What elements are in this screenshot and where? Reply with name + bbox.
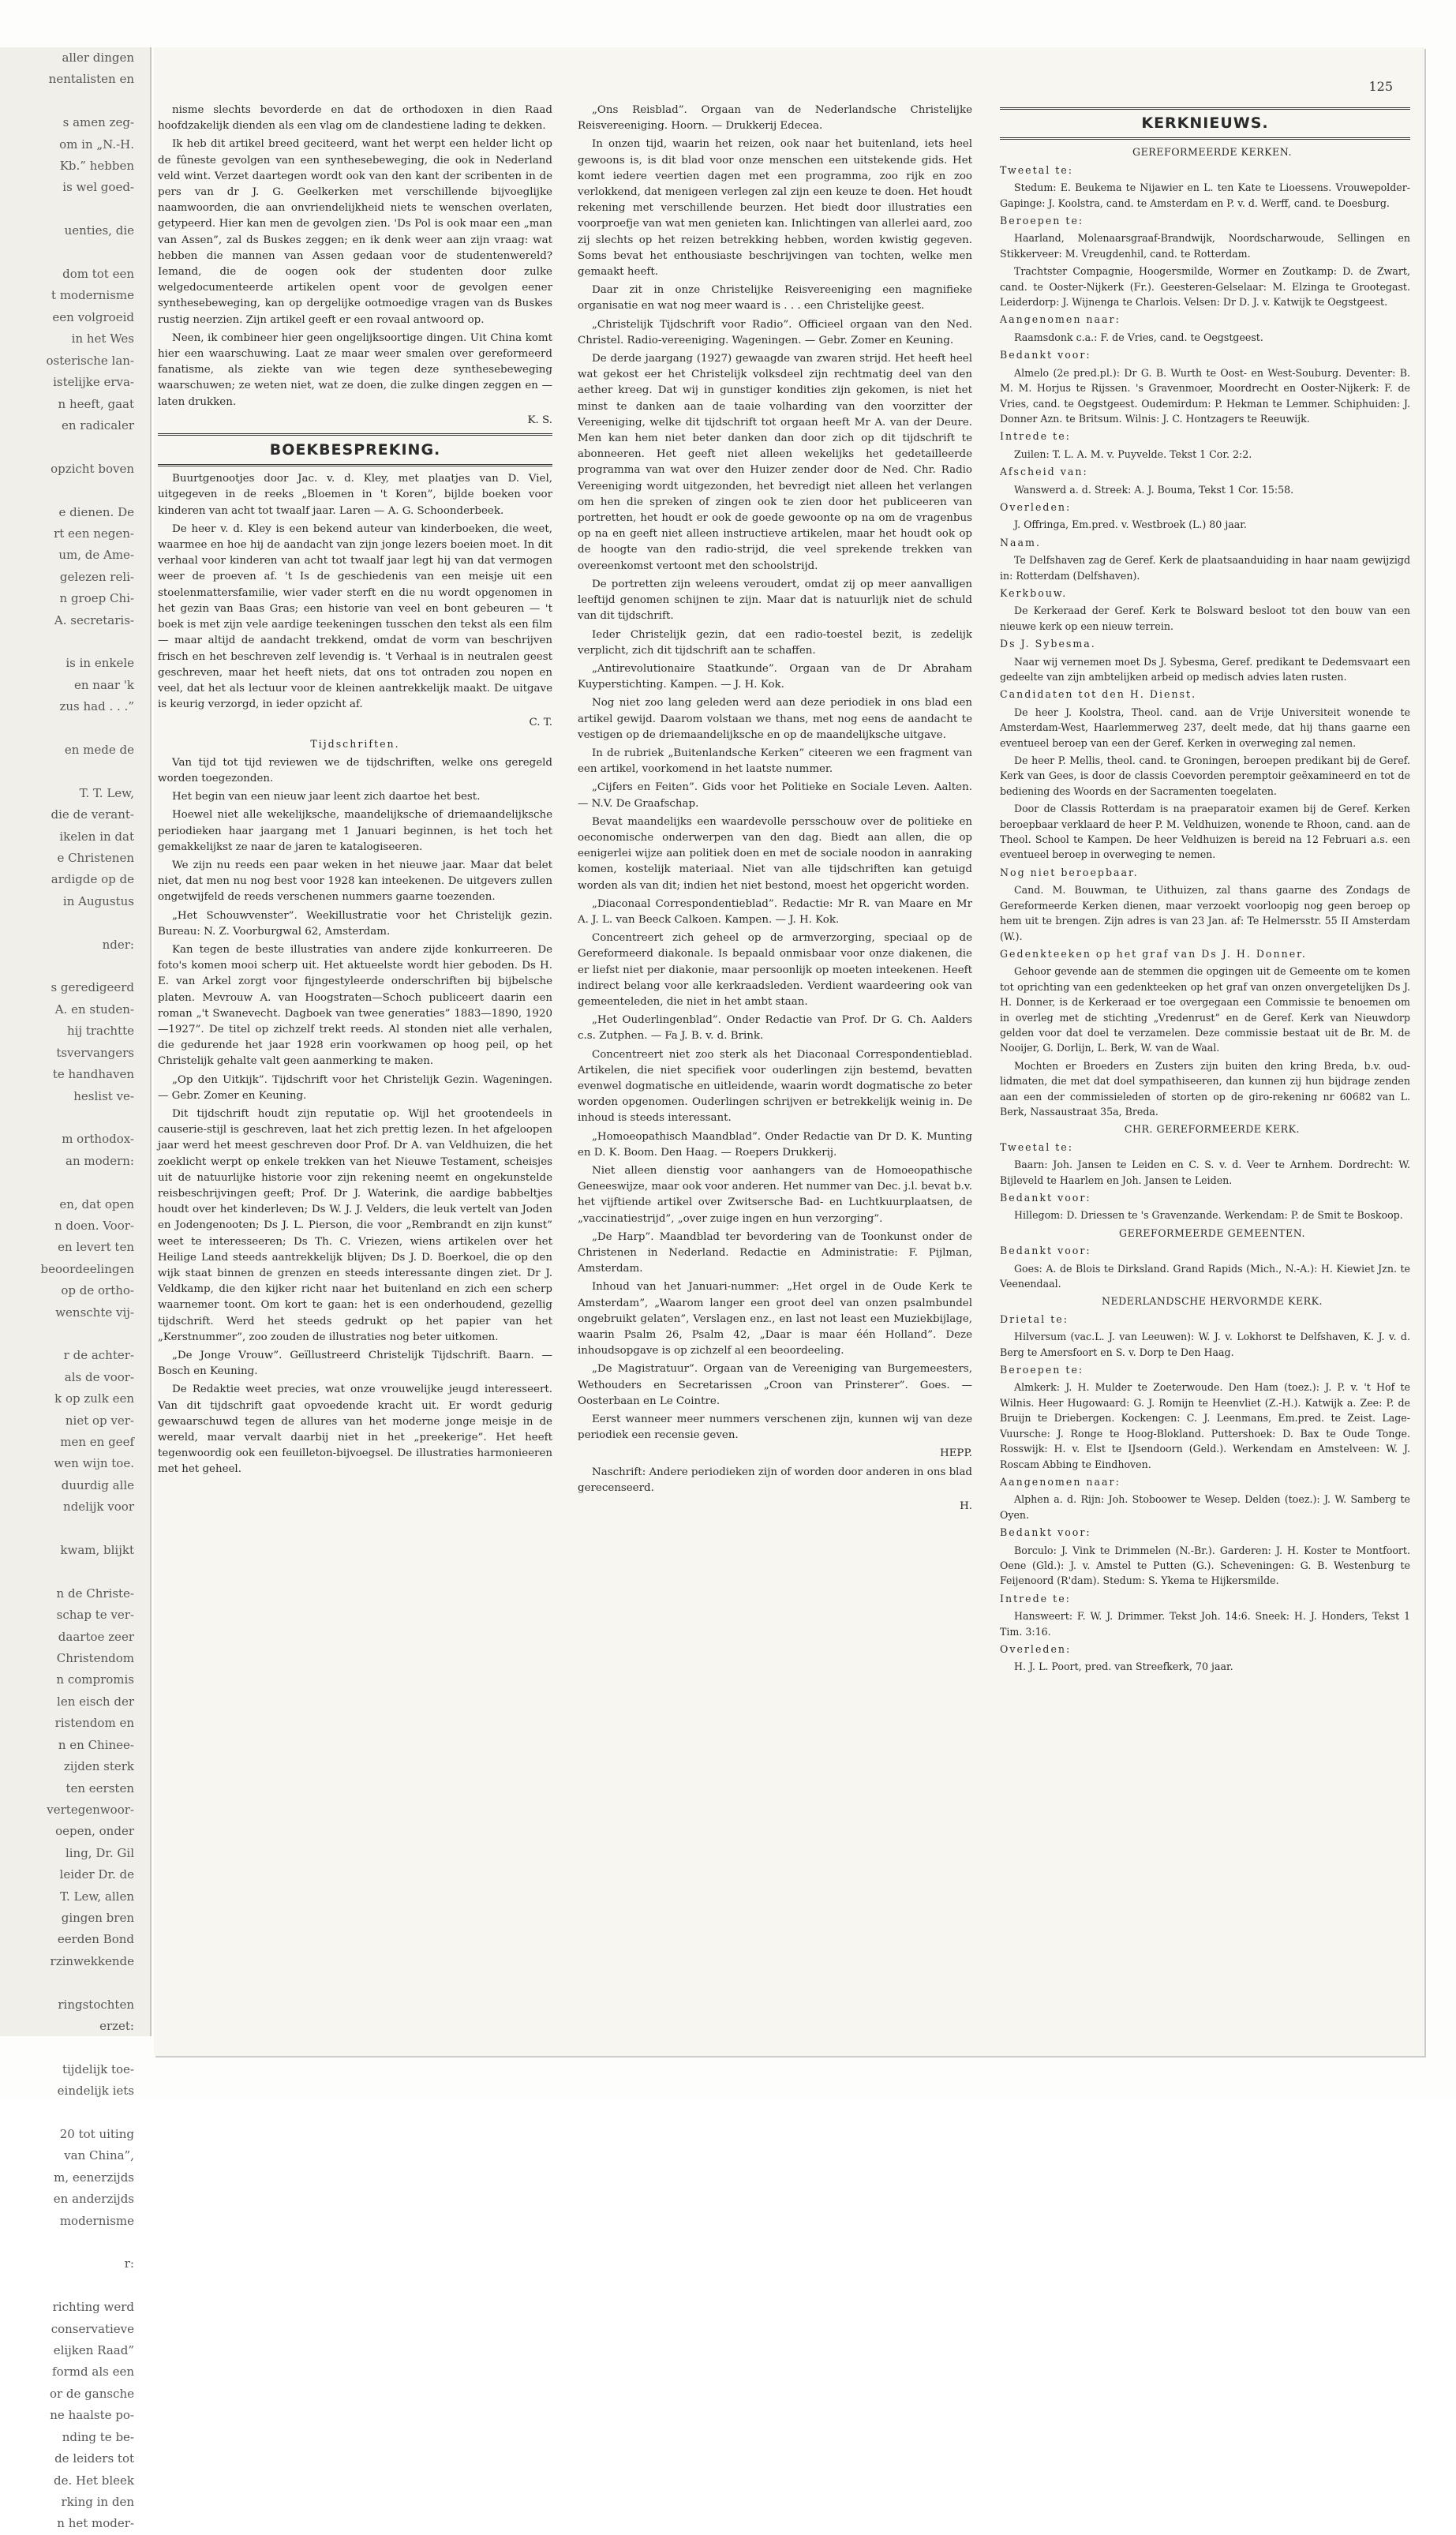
news-item: Haarland, Molenaarsgraaf-Brandwijk, Noordscharwoude, Sellingen en Stikkerveer: M. Vreugdenhil, cand. te Rotterdam. (1000, 232, 1410, 260)
margin-text-line (0, 1172, 150, 1193)
margin-text-line: ndelijk voor (63, 1500, 134, 1515)
periodical-heading: „Het Ouderlingenblad”. Onder Redactie van Prof. Dr G. Ch. Aalders c.s. Zutphen. — Fa J. B. v. d. Brink. (578, 1014, 972, 1043)
margin-text-line: ling, Dr. Gil (65, 1845, 134, 1860)
news-item: Stedum: E. Beukema te Nijawier en L. ten Kate te Lioessens. Vrouwepolder-Gapinge: J. Koolstra, cand. te Amsterdam en P. v. d. Werff, cand. te Doesburg. (1000, 182, 1410, 209)
margin-text-line: en naar 'k (73, 677, 134, 692)
periodical-review: Concentreert zich geheel op de armverzorging, speciaal op de Gereformeerd diakonale. Is bepaald onmisbaar voor onze diakenen, die er liefst niet per diakonie, maar persoonlijk op moeten inteekenen. Heeft indirect belang voor alle kerkraadsleden. Verdient waardeering ook van gemeenteleden, die niet in het ambt staan. (578, 932, 972, 1008)
margin-text-line (0, 242, 150, 264)
margin-text-line (0, 1972, 150, 1994)
margin-text-line (0, 91, 150, 112)
margin-text-line (0, 2103, 150, 2124)
news-label: Bedankt voor: (1000, 349, 1091, 361)
news-item: Door de Classis Rotterdam is na praeparatoir examen bij de Geref. Kerken beroepbaar verklaard de heer P. M. Veldhuizen, wonende te Rhoon, cand. aan de Theol. School te Kampen. De heer Veldhuizen is bereid na 12 Februari a.s. een eventueel beroep in overweging te nemen. (1000, 803, 1410, 861)
margin-text-line: heslist ve- (73, 1088, 134, 1103)
review-body: De heer v. d. Kley is een bekend auteur van kinderboeken, die weet, waarmee en hoe hij de aandacht van zijn jonge lezers boeien moet. In dit verhaal voor kinderen van acht tot twaalf jaar legt hij van dat vermogen weer de proeven af. 't Is de geschiedenis van een meisje uit een stoelenmattersfamilie, wier vader sterft en die nu wordt opgenomen in het gezin van Baas Gras; een historie van veel en bont gebeuren — 't boek is met zijn vele aardige teekeningen tusschen den tekst als een film — maar altijd de aandacht trekkend, omdat de vorm van beschrijven frisch en het beschreven zelf levendig is. 't Verhaal is in neutralen geest geschreven, maar het heeft niets, dat ons tot ontraden zou nopen en veel, dat het als lectuur voor de kleinen aantrekkelijk maakt. De uitgave is keurig verzorgd, in ieder opzicht af. (158, 522, 552, 711)
margin-text-line (0, 761, 150, 782)
margin-text-line: kwam, blijkt (60, 1543, 134, 1558)
margin-text-line: 20 tot uiting (59, 2127, 134, 2141)
margin-text-line: rt een negen- (54, 526, 134, 541)
margin-text-line: als de voor- (64, 1369, 134, 1384)
column-1 (158, 103, 552, 1481)
periodical-heading: „De Harp”. Maandblad ter bevordering van de Toonkunst onder de Christenen in Nederland. Redactie en Administratie: F. Pijlman, Amsterdam. (578, 1230, 972, 1275)
margin-text-line: zus had . . .” (59, 699, 134, 714)
news-item: Alphen a. d. Rijn: Joh. Stoboower te Wesep. Delden (toez.): J. W. Samberg te Oyen. (1000, 1493, 1410, 1521)
news-label: Intrede te: (1000, 430, 1071, 443)
periodical-heading: „Het Schouwvenster”. Weekillustratie voor het Christelijk gezin. Bureau: N. Z. Voorburgwal 62, Amsterdam. (158, 909, 552, 938)
margin-text-line (0, 2275, 150, 2297)
postscript: Naschrift: Andere periodieken zijn of worden door anderen in ons blad gerecenseerd. (578, 1466, 972, 1494)
news-item: De heer P. Mellis, theol. cand. te Groningen, beroepen predikant bij de Geref. Kerk van Gees, is door de classis Coevorden peremptoir geëxamineerd en tot de bediening des Woords en der Sacramenten toegelaten. (1000, 755, 1410, 797)
margin-text-line: n heeft, gaat (58, 396, 134, 411)
margin-text-line: erzet: (99, 2018, 134, 2033)
margin-text-line: s geredigeerd (51, 980, 134, 995)
article-paragraph: Van tijd tot tijd reviewen we de tijdschriften, welke ons geregeld worden toegezonden. (158, 756, 552, 784)
margin-text-line: n het moder- (57, 2516, 134, 2531)
margin-text-line: nentalisten en (48, 72, 134, 87)
news-label: Overleden: (1000, 500, 1072, 513)
news-item: Te Delfshaven zag de Geref. Kerk de plaatsaanduiding in haar naam gewijzigd in: Rotterdam (Delfshaven). (1000, 554, 1410, 582)
periodical-review: Dit tijdschrift houdt zijn reputatie op. Wijl het grootendeels in causerie-stijl is geschreven, laat het zich prettig lezen. In het afgeloopen jaar werd het meest geschreven door Prof. Dr A. van Veldhuizen, die het zoeklicht werpt op enkele trekken van het Nieuwe Testament, scheisjes uit de natuurlijke historie voor zijn rekening neemt en ongekunstelde reisbeschrijvingen geeft; Prof. Dr J. Waterink, die aardige babbeltjes houdt over het kinderleven; Ds W. J. J. Velders, die leuk vertelt van Joden en Jodengenooten; Ds J. L. Pierson, die voor „Rembrandt en zijn kunst” weet te interesseeren; Ds Th. C. Vriezen, wiens artikelen over het Heilige Land steeds aantrekkelijk blijven; Ds J. D. Boerkoel, die op den wijk staat binnen de grenzen en steeds interessante dingen ziet. Dr J. Veldkamp, die den kijker richt naar het buitenland en zich een scherp waarnemer toont. Om kort te gaan: het is een onderhoudend, gezellig tijdschrift. Werd het steeds gedrukt op het papier van het „Kerstnummer”, zoo zouden de illustraties nog beter uitkomen. (158, 1107, 552, 1343)
church-heading: GEREFORMEERDE KERKEN. (1132, 146, 1292, 159)
margin-text-line: um, de Ame- (58, 548, 134, 563)
news-label: Nog niet beroepbaar. (1000, 866, 1139, 878)
news-label: Tweetal te: (1000, 163, 1073, 176)
margin-text-line: in Augustus (62, 893, 134, 908)
news-label: Bedankt voor: (1000, 1192, 1091, 1204)
divider (1000, 107, 1410, 110)
margin-text-line: k op zulk een (54, 1391, 134, 1406)
article-paragraph: Neen, ik combineer hier geen ongelijksoortige dingen. Uit China komt hier een waarschuwing. Laat ze maar weer smalen over gereformeerd fanatisme, als ziekte van wie tegen deze synthesebeweging waarschuwen; ze weten niet, wat ze doen, die zulke dingen zeggen en — laten drukken. (158, 331, 552, 408)
margin-text-line: s amen zeg- (62, 115, 134, 130)
periodical-review: Nog niet zoo lang geleden werd aan deze periodiek in ons blad een artikel gewijd. Daarom volstaan we thans, met nog eens de aandacht te vestigen op de driemaandelijksche en op de maandelijksche uitgave. (578, 697, 972, 741)
margin-text-line: vertegenwoor- (47, 1802, 134, 1817)
margin-text-line: wen wijn toe. (54, 1456, 134, 1471)
news-item: Hillegom: D. Driessen te 's Gravenzande. Werkendam: P. de Smit te Boskoop. (1014, 1209, 1403, 1222)
review-heading: Buurtgenootjes door Jac. v. d. Kley, met plaatjes van D. Viel, uitgegeven in de reeks „Bloemen in 't Koren”, bijlde boeken voor kinderen van acht tot twaalf jaar. Laren — A. G. Schoonderbeek. (158, 473, 552, 517)
periodical-review: Eerst wanneer meer nummers verschenen zijn, kunnen wij van deze periodiek een recensie geven. (578, 1414, 972, 1442)
section-title: KERKNIEUWS. (1141, 114, 1269, 132)
margin-text-line: istelijke erva- (53, 375, 134, 390)
margin-text-line: n compromis (56, 1672, 134, 1687)
article-paragraph: Het begin van een nieuw jaar leent zich daartoe het best. (172, 791, 481, 803)
periodical-review: De portretten zijn weleens veroudert, omdat zij op meer aanvalligen leeftijd genomen schijnen te zijn. Maar dat is natuurlijk niet de schuld van dit tijdschrift. (578, 578, 972, 623)
margin-text-line: r de achter- (63, 1348, 134, 1363)
news-item: Wanswerd a. d. Streek: A. J. Bouma, Tekst 1 Cor. 15:58. (1014, 483, 1294, 496)
margin-text-line: in het Wes (71, 331, 134, 346)
margin-text-line: n groep Chi- (59, 591, 134, 606)
news-item: Naar wij vernemen moet Ds J. Sybesma, Geref. predikant te Dedemsvaart een gedeelte van zijn ambtelijken arbeid op medisch advies laten rusten. (1000, 655, 1410, 683)
periodical-review: Bevat maandelijks een waardevolle persschouw over de politieke en oeconomische onderwerpen van den dag. Biedt aan allen, die op eenigerlei wijze aan politiek doen en met de sociale noodon in aanraking komen, kostelijk materiaal. Niet van alle tijdschriften kan getuigd worden als van dit; indien het niet bestond, moest het opgericht worden. (578, 815, 972, 892)
margin-text-line: te handhaven (52, 1067, 134, 1082)
margin-text-line: hij trachtte (66, 1024, 134, 1039)
margin-text-line: duurdig alle (61, 1477, 134, 1492)
margin-text-line: en radicaler (61, 418, 134, 432)
section-title: BOEKBESPREKING. (269, 441, 441, 459)
news-label: Afscheid van: (1000, 466, 1088, 478)
margin-text-line: n en Chinee- (58, 1737, 134, 1752)
margin-text-line: m orthodox- (62, 1132, 134, 1147)
periodical-heading: „Antirevolutionaire Staatkunde”. Orgaan van de Dr Abraham Kuyperstichting. Kampen. — J. H. Kok. (578, 662, 972, 691)
margin-text-line: m, eenerzijds (54, 2170, 134, 2185)
margin-text-line: de. Het bleek (53, 2473, 134, 2488)
margin-text-line: en anderzijds (53, 2192, 134, 2207)
church-heading: CHR. GEREFORMEERDE KERK. (1124, 1123, 1301, 1136)
margin-text-line: ringstochten (58, 1997, 134, 2012)
margin-text-line (0, 631, 150, 653)
periodical-heading: „Cijfers en Feiten”. Gids voor het Politieke en Sociale Leven. Aalten. — N.V. De Graafschap. (578, 781, 972, 810)
periodical-heading: „Homoeopathisch Maandblad”. Onder Redactie van Dr D. K. Munting en D. K. Boom. Den Haag. — Roepers Drukkerij. (578, 1130, 972, 1159)
margin-text-line: om in „N.-H. (59, 137, 134, 152)
margin-text-line: n doen. Voor- (54, 1218, 134, 1233)
periodical-heading: „Ons Reisblad”. Orgaan van de Nederlandsche Christelijke Reisvereeniging. Hoorn. — Drukkerij Edecea. (578, 104, 972, 133)
margin-text-line: is wel goed- (62, 180, 134, 195)
news-item: Zuilen: T. L. A. M. v. Puyvelde. Tekst 1 Cor. 2:2. (1014, 447, 1252, 460)
margin-text-line: rzinwekkende (50, 1953, 134, 1968)
margin-text-line: Kb.” hebben (59, 159, 134, 174)
periodical-review: Ieder Christelijk gezin, dat een radio-toestel bezit, is zedelijk verplicht, zich dit tijdschrift aan te schaffen. (578, 628, 972, 657)
margin-text-line: T. Lew, allen (60, 1889, 134, 1904)
margin-text-line (0, 480, 150, 501)
margin-text-line: wenschte vij- (55, 1305, 134, 1320)
periodical-heading: „Diaconaal Correspondentieblad”. Redactie: Mr R. van Maare en Mr A. J. L. van Beeck Calkoen. Kampen. — J. H. Kok. (578, 897, 972, 926)
periodical-review: Inhoud van het Januari-nummer: „Het orgel in de Oude Kerk te Amsterdam”, „Waarom langer een groot deel van onzen psalmbundel ongebruikt gelaten”, Verslagen enz., en last not least een Muziekbijlage, waarin Psalm 26, Psalm 42, „Daar is maar één Holland”. Deze inhoudsopgave is op zichzelf al een beoordeeling. (578, 1281, 972, 1357)
margin-text-line: de leiders tot (54, 2451, 134, 2466)
margin-text-line: opzicht boven (51, 461, 134, 476)
margin-text-line: e Christenen (57, 851, 134, 866)
news-item: J. Offringa, Em.pred. v. Westbroek (L.) 80 jaar. (1014, 519, 1247, 531)
signature: H. (960, 1500, 972, 1513)
margin-text-line: Christendom (56, 1651, 134, 1666)
margin-text-line (0, 436, 150, 458)
church-heading: GEREFORMEERDE GEMEENTEN. (1119, 1226, 1305, 1239)
periodical-review: De Redaktie weet precies, wat onze vrouwelijke jeugd interesseert. Van dit tijdschrift gaat opvoedende kracht uit. Er wordt gedurig gewaarschuwd tegen de allures van het moderne jonge meisje in de wereld, maar vervalt daarbij niet in het „preekerige”. Het heeft tegenwoordig ook een feuilleton-bijvoegsel. De illustraties harmonieeren met het geheel. (158, 1384, 552, 1476)
article-paragraph: Hoewel niet alle wekelijksche, maandelijksche of driemaandelijksche periodieken haar jaargang met 1 Januari beginnen, is het toch het gemakkelijkst ze naar de jaren te katalogiseeren. (158, 809, 552, 853)
margin-text-line: schap te ver- (56, 1608, 134, 1623)
news-item: Mochten er Broeders en Zusters zijn buiten den kring Breda, b.v. oud-lidmaten, die met dat doel sympathiseeren, dan kunnen zij hun bijdrage zenden aan een der commissieleden of storten op de giro-rekening nr 60682 van L. Berk, Nassaustraat 35a, Breda. (1000, 1059, 1410, 1118)
margin-text-line: eerden Bond (57, 1932, 134, 1947)
margin-text-line: en levert ten (58, 1240, 134, 1255)
news-label: Aangenomen naar: (1000, 1475, 1121, 1488)
newspaper-page (154, 47, 1424, 2056)
margin-text-line (0, 912, 150, 934)
margin-text-line: tsvervangers (56, 1045, 134, 1060)
news-item: Raamsdonk c.a.: F. de Vries, cand. te Oegstgeest. (1014, 331, 1263, 343)
news-item: Hansweert: F. W. J. Drimmer. Tekst Joh. 14:6. Sneek: H. J. Honders, Tekst 1 Tim. 3:16. (1000, 1610, 1410, 1638)
news-label: Beroepen te: (1000, 215, 1084, 227)
margin-text-line: daartoe zeer (58, 1629, 134, 1644)
margin-text-line: en, dat open (59, 1196, 134, 1211)
periodical-heading: „Op den Uitkijk”. Tijdschrift voor het Christelijk Gezin. Wageningen. — Gebr. Zomer en Keuning. (158, 1073, 552, 1102)
margin-text-line: A. secretaris- (54, 612, 134, 627)
news-item: Gehoor gevende aan de stemmen die opgingen uit de Gemeente om te komen tot oprichting van een gedenkteeken op het graf van onzen onvergetelijken Ds J. H. Donner, is de Kerkeraad er toe overgegaan een Commissie te benoemen om in overleg met de stichting „Vredenrust” en de Geref. Kerk van Nieuwdorp gelden voor dat doel te verzamelen. Deze commissie bestaat uit de Br. M. de Nooijer, G. Dorlijn, L. Berk, W. van de Waal. (1000, 965, 1410, 1054)
margin-text-line: ikelen in dat (59, 829, 134, 844)
margin-text-line: ten eersten (66, 1780, 134, 1795)
previous-page-margin (0, 47, 152, 2531)
margin-text-line: formd als een (52, 2365, 134, 2380)
margin-text-line: ne haalste po- (50, 2408, 134, 2423)
margin-text-line: gingen bren (61, 1910, 134, 1925)
periodical-review: In onzen tijd, waarin het reizen, ook naar het buitenland, iets heel gewoons is, is dit blad voor onze menschen een uitstekende gids. Het komt iedere veertien dagen met een programma, zoo rijk en zoo verlokkend, dat menigeen verlegen zal zijn een keuze te doen. Het houdt rekening met verschillende beurzen. Het biedt door illustraties een voorproefje van wat men genieten kan. Inlichtingen van allerlei aard, zoo zij slechts op het reizen betrekking hebben, worden kwistig gegeven. Soms bevat het enthousiaste beschrijvingen van tochten, welke men gemaakt heeft. (578, 138, 972, 279)
margin-text-line: oepen, onder (55, 1824, 134, 1839)
periodical-heading: „De Magistratuur”. Orgaan van de Vereeniging van Burgemeesters, Wethouders en Secretarissen „Croon van Prinsterer”. Goes. — Oosterbaan en Le Cointre. (578, 1363, 972, 1407)
margin-text-line: gelezen reli- (59, 569, 134, 584)
article-paragraph: Ik heb dit artikel breed geciteerd, want het werpt een helder licht op de fûneste gevolgen van een synthesebeweging, die ook in Nederland veld wint. Verzet daartegen wordt ook van den kant der scribenten in de pers van dr J. G. Geelkerken met verschillende bijvoeglijke naamwoorden, die aan onvriendelijkheid niets te wenschen overlaten, getypeerd. Hier kan men de gevolgen zien. 'Ds Pol is ook maar een „man van Assen”, zal ds Buskes zeggen; en ik denk weer aan zijn vraag: wat hebben die mannen van Assen gedaan voor de studentenwereld? Iemand, die de oogen ook der studenten door zulke welgedocumenteerde artikelen opent voor de gevolgen eener synthesebeweging, kan op dergelijke ootmoedige vragen van ds Buskes rustig neerzien. Zijn artikel geeft er een rovaal antwoord op. (158, 138, 552, 326)
news-label: Candidaten tot den H. Dienst. (1000, 688, 1197, 701)
column-3 (1000, 103, 1410, 1677)
page-number: 125 (1368, 79, 1393, 94)
periodical-review: De derde jaargang (1927) gewaagde van zwaren strijd. Het heeft heel wat gekost eer het Christelijk volksdeel zijn rechtmatig deel van den aether kreeg. Dat wij in gunstiger kondities zijn gekomen, is niet het minst te danken aan de taaie volharding van den voorzitter der Vereeniging, welke dit tijdschrift tot orgaan heeft Mr A. van der Deure. Men kan hem niet beter danken dan door zich op dit tijdschrift te abonneeren. Het geeft niet alleen wekelijks het gedetailleerde programma van wat over den Huizer zender door de Ned. Chr. Radio Vereeniging wordt uitgezonden, het bevredigt niet alleen het verlangen om hen die spreken of zingen ook te zien door het publiceeren van portretten, het houdt er ook de goede gewoonte op na om de vragenbus op na en geeft niet alleen instructieve artikelen, maar het houdt ook op de hoogte van den radio-strijd, die veel sprekende trekken van overeenkomst vertoont met den schoolstrijd. (578, 353, 972, 572)
news-label: Naam. (1000, 536, 1041, 549)
news-item: Almkerk: J. H. Mulder te Zoeterwoude. Den Ham (toez.): J. P. v. 't Hof te Wilnis. Heer Hugowaard: G. J. Romijn te Heenvliet (Z.-H.). Katwijk a. Zee: P. de Bruijn te Driebergen. Kockengen: C. J. Leenmans, Em.pred. te Zeist. Lage-Vuursche: J. Ronge te Hoog-Blokland. Puttershoek: D. Bax te Oude Tonge. Rosswijk: H. v. Elst te IJsendoorn (Geld.). Werkendam en Amstelveen: W. J. Roscam Abbing te Eindhoven. (1000, 1381, 1410, 1470)
margin-text-line: op de ortho- (61, 1283, 134, 1298)
news-label: Ds J. Sybesma. (1000, 638, 1096, 650)
news-item: H. J. L. Poort, pred. van Streefkerk, 70 jaar. (1014, 1661, 1233, 1673)
margin-text-line: an modern: (66, 1153, 134, 1168)
margin-text-line: A. en studen- (54, 1002, 134, 1017)
article-paragraph: nisme slechts bevorderde en dat de orthodoxen in dien Raad hoofdzakelijk dienden als een vlag om de clandestiene lading te dekken. (158, 104, 552, 133)
news-item: Trachtster Compagnie, Hoogersmilde, Wormer en Zoutkamp: D. de Zwart, cand. te Ooster-Nijkerk (Fr.). Geesteren-Gelselaar: M. Elzinga te Grootegast. Leiderdorp: J. Wijnenga te Charlois. Velsen: Dr D. J. v. Katwijk te Oegstgeest. (1000, 265, 1410, 309)
margin-text-line: rking in den (61, 2494, 134, 2509)
margin-text-line: richting werd (52, 2300, 134, 2315)
margin-text-line (0, 1561, 150, 1582)
divider (158, 433, 552, 436)
news-label: Drietal te: (1000, 1312, 1069, 1325)
margin-text-line: T. T. Lew, (79, 785, 134, 800)
margin-text-line: e dienen. De (58, 504, 134, 519)
margin-text-line: zijden sterk (63, 1759, 134, 1774)
margin-text-line: eindelijk iets (57, 2084, 134, 2099)
signature: K. S. (527, 414, 552, 426)
divider (1000, 137, 1410, 140)
signature: HEPP. (939, 1447, 972, 1460)
periodical-review: Concentreert niet zoo sterk als het Diaconaal Correspondentieblad. Artikelen, die niet specifiek voor ouderlingen zijn bestemd, bevatten evenwel dogmatische en uitleidende, waarin wordt dogmatische zo beter worden opgenomen. Ouderlingen schrijven er betrekkelijk weinig in. De inhoud is steeds interessant. (578, 1048, 972, 1125)
column-2 (578, 103, 972, 1517)
margin-text-line: een volgroeid (52, 309, 134, 324)
news-label: Beroepen te: (1000, 1364, 1084, 1376)
margin-text-line: elijken Raad” (53, 2343, 134, 2358)
margin-text-line: is in enkele (66, 656, 134, 671)
news-item: Baarn: Joh. Jansen te Leiden en C. S. v. d. Veer te Arnhem. Dordrecht: W. Bijleveld te Haarlem en Joh. Jansen te Leiden. (1000, 1159, 1410, 1186)
margin-text-line: die de verant- (51, 807, 134, 822)
margin-text-line (0, 718, 150, 740)
margin-text-line: aller dingen (62, 51, 134, 65)
periodical-review: Kan tegen de beste illustraties van andere zijde konkurreeren. De foto's komen mooi scherp uit. Het aktueelste wordt hier geboden. Ds H. E. van Arkel zorgt voor fijngestyleerde onderschriften bij bijbelsche platen. Mevrouw A. van Hoogstraten—Schoch publiceert daarin een roman „'t Swanevecht. Dagboek van twee generaties” 1883—1890, 1920—1927”. De titel op zichzelf trekt reeds. Al stonden niet alle verhalen, die gedurende het jaar 1928 erin voorkwamen op hoog peil, op het Christelijk gehalte valt geen aanmerking te maken. (158, 943, 552, 1068)
signature: C. T. (529, 717, 552, 729)
margin-text-line: nding te be- (62, 2429, 134, 2444)
margin-text-line: nder: (102, 937, 134, 952)
news-label: Gedenkteeken op het graf van Ds J. H. Donner. (1000, 947, 1307, 960)
margin-text-line (0, 2037, 150, 2058)
news-item: Goes: A. de Blois te Dirksland. Grand Rapids (Mich., N.-A.): H. Kiewiet Jzn. te Veenendaal. (1000, 1262, 1410, 1290)
article-paragraph: We zijn nu reeds een paar weken in het nieuwe jaar. Maar dat belet niet, dat men nu nog best voor 1928 kan inteekenen. De uitgevers zullen ongetwijfeld de reeds verschenen nummers gaarne toezenden. (158, 859, 552, 904)
margin-text-line (0, 1324, 150, 1345)
news-label: Bedankt voor: (1000, 1245, 1091, 1257)
margin-text-line: r: (124, 2256, 134, 2271)
news-label: Intrede te: (1000, 1592, 1071, 1605)
margin-text-line: len eisch der (57, 1694, 134, 1709)
news-item: Hilversum (vac.L. J. van Leeuwen): W. J. v. Lokhorst te Delfshaven, K. J. v. d. Berg te Amersfoort en S. v. Dorp te Den Haag. (1000, 1331, 1410, 1358)
margin-text-line: ardigde op de (51, 872, 134, 887)
margin-text-line: or de gansche (49, 2386, 134, 2401)
news-label: Aangenomen naar: (1000, 313, 1121, 326)
periodical-review: In de rubriek „Buitenlandsche Kerken” citeeren we een fragment van een artikel, voorkomend in het laatste nummer. (578, 747, 972, 776)
margin-text-line: osterische lan- (46, 353, 134, 368)
news-label: Tweetal te: (1000, 1140, 1073, 1153)
divider (158, 464, 552, 466)
margin-text-line (0, 1518, 150, 1540)
subsection-title: Tijdschriften. (310, 737, 400, 750)
news-item: De Kerkeraad der Geref. Kerk te Bolsward besloot tot den bouw van een nieuwe kerk op een nieuw terrein. (1000, 605, 1410, 632)
margin-text-line: t modernisme (51, 288, 134, 303)
church-heading: NEDERLANDSCHE HERVORMDE KERK. (1101, 1295, 1323, 1308)
news-label: Kerkbouw. (1000, 586, 1068, 599)
margin-text-line: men en geef (60, 1435, 134, 1449)
margin-text-line: beoordeelingen (40, 1261, 134, 1276)
margin-text-line: ristendom en (54, 1716, 134, 1731)
margin-text-line (0, 956, 150, 977)
news-label: Bedankt voor: (1000, 1526, 1091, 1539)
margin-text-line (0, 2232, 150, 2253)
periodical-review: Daar zit in onze Christelijke Reisvereeniging een magnifieke organisatie en wat nog meer waard is . . . een Christelijke geest. (578, 284, 972, 313)
margin-text-line: modernisme (59, 2213, 134, 2228)
margin-text-line (0, 199, 150, 220)
margin-text-line: dom tot een (62, 267, 134, 282)
news-label: Overleden: (1000, 1642, 1072, 1655)
margin-text-line: van China”, (64, 2148, 134, 2163)
news-item: De heer J. Koolstra, Theol. cand. aan de Vrije Universiteit wonende te Amsterdam-West, Haarlemmerweg 237, deelt mede, dat hij thans gaarne een eventueel beroep van een der Geref. Kerken in overweging zal nemen. (1000, 706, 1410, 749)
margin-text-line: n de Christe- (56, 1586, 134, 1601)
margin-text-line: leider Dr. de (59, 1867, 134, 1882)
periodical-review: Niet alleen dienstig voor aanhangers van de Homoeopathische Geneeswijze, maar ook voor anderen. Het nummer van Dec. j.l. bevat b.v. het vijftiende artikel over Zwitsersche Bad- en Luchtkuurplaatsen, de „vaccinatiestrijd”, „over zuige ingen en hun verzorging”. (578, 1165, 972, 1225)
margin-text-line: uenties, die (64, 223, 134, 238)
margin-text-line: tijdelijk toe- (62, 2061, 134, 2076)
margin-text-line: niet op ver- (65, 1413, 134, 1428)
periodical-heading: „De Jonge Vrouw”. Geïllustreerd Christelijk Tijdschrift. Baarn. — Bosch en Keuning. (158, 1350, 552, 1378)
news-item: Almelo (2e pred.pl.): Dr G. B. Wurth te Oost- en West-Souburg. Deventer: B. M. M. Horjus te Rijssen. 's Gravenmoer, Moordrecht en Ooster-Nijkerk: F. de Vries, cand. te Oegstgeest. Oudemirdum: P. Hekman te Lemmer. Schiphuiden: J. Donner Azn. te Britsum. Wilnis: J. C. Hontzagers te Reeuwijk. (1000, 366, 1410, 425)
news-item: Cand. M. Bouwman, te Uithuizen, zal thans gaarne des Zondags de Gereformeerde Kerken dienen, maar verzoekt voorloopig nog geen beroep op hem uit te brengen. Zijn adres is van 23 Jan. af: Te Helmersstr. 55 II Amsterdam (W.). (1000, 884, 1410, 942)
news-item: Borculo: J. Vink te Drimmelen (N.-Br.). Garderen: J. H. Koster te Montfoort. Oene (Gld.): J. v. Amstel te Putten (G.). Scheveningen: G. B. Westenburg te Feijenoord (R'dam). Stedum: S. Ykema te Hijkersmilde. (1000, 1544, 1410, 1587)
margin-text-line: en mede de (64, 743, 134, 757)
margin-text-line (0, 1107, 150, 1129)
margin-text-line: conservatieve (51, 2321, 134, 2336)
periodical-heading: „Christelijk Tijdschrift voor Radio”. Officieel orgaan van den Ned. Christel. Radio-vereeniging. Wageningen. — Gebr. Zomer en Keuning. (578, 318, 972, 346)
